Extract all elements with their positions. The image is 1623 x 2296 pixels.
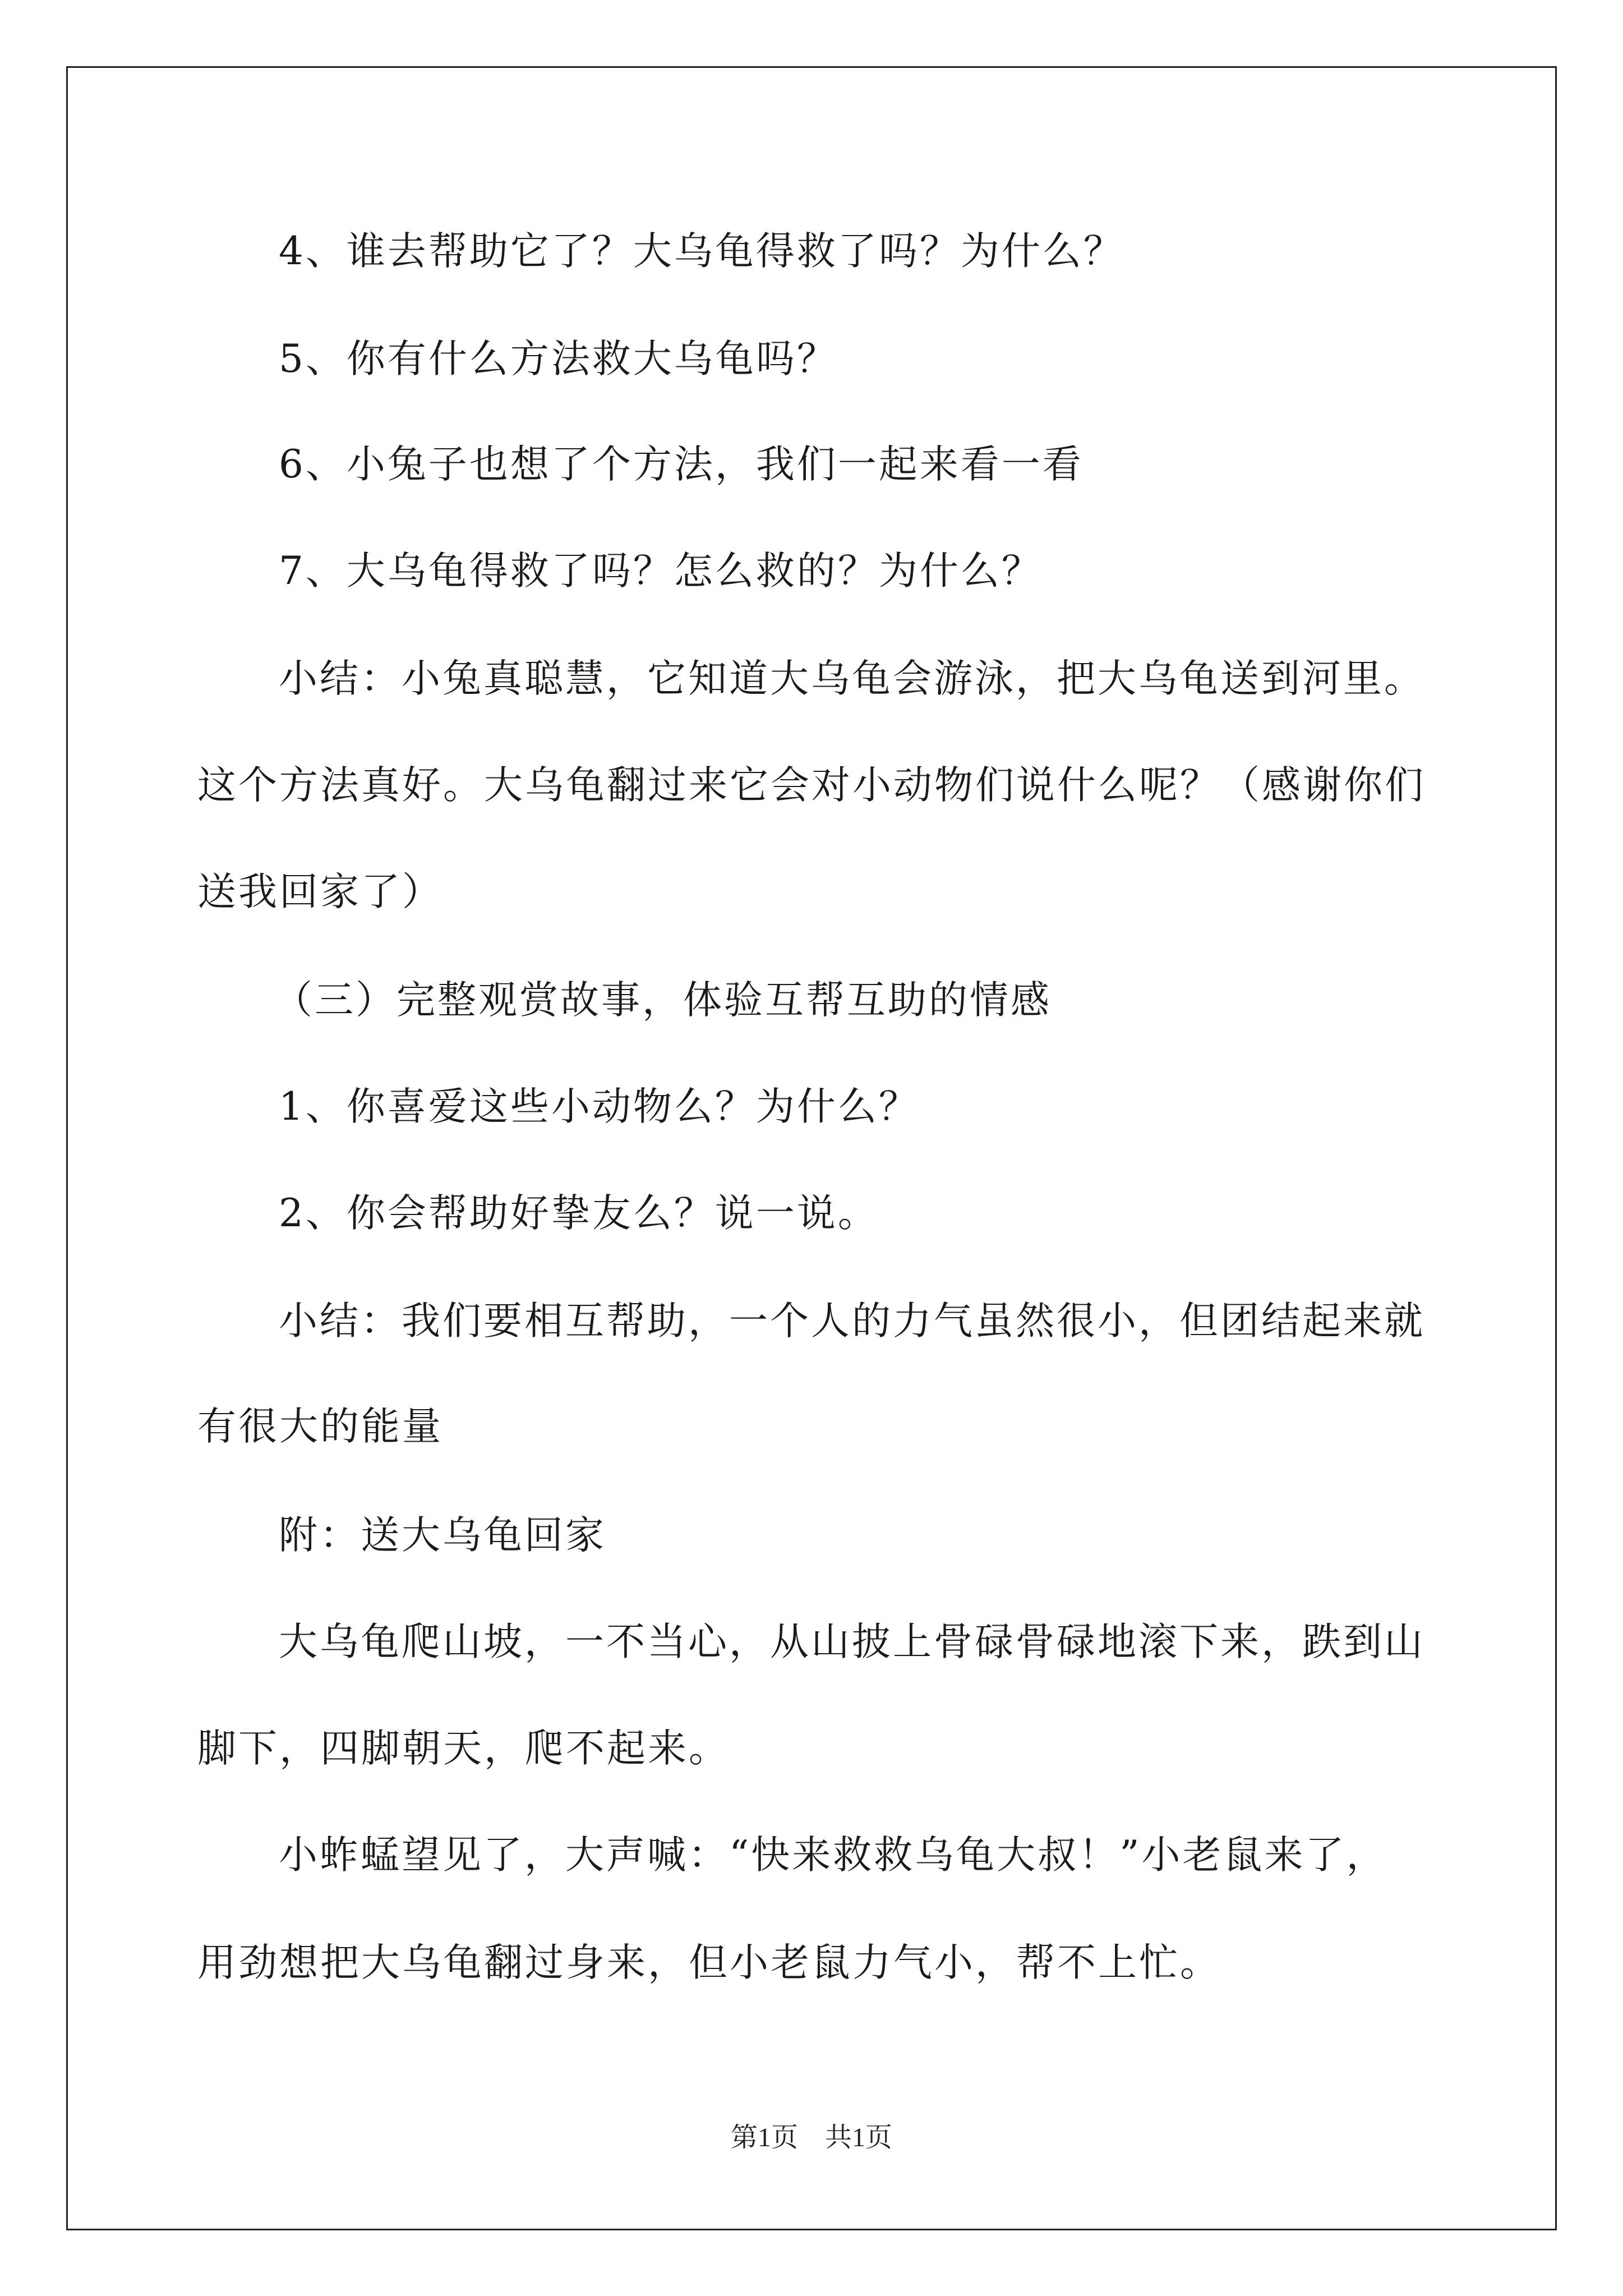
summary-1-line-2: 这个方法真好。大乌龟翻过来它会对小动物们说什么呢？（感谢你们 [197,763,1426,808]
story-paragraph-1-line-1: 大乌龟爬山坡，一不当心，从山披上骨碌骨碌地滚下来，跌到山 [279,1619,1425,1664]
section-heading-3: （三）完整观赏故事，体验互帮互助的情感 [274,978,1052,1023]
page-number: 第1页 [730,2123,798,2152]
paragraph-question-2: 2、你会帮助好挚友么？说一说。 [279,1191,879,1236]
story-paragraph-1-line-2: 脚下，四脚朝天，爬不起来。 [197,1726,730,1771]
story-paragraph-2-line-2: 用劲想把大乌龟翻过身来，但小老鼠力气小，帮不上忙。 [197,1940,1221,1985]
page-footer [0,2122,1623,2154]
summary-1-line-1: 小结：小兔真聪慧，它知道大乌龟会游泳，把大乌龟送到河里。 [279,656,1425,701]
paragraph-question-5: 5、你有什么方法救大乌龟吗？ [279,337,838,381]
summary-1-line-3: 送我回家了） [197,869,443,914]
paragraph-question-6: 6、小兔子也想了个方法，我们一起来看一看 [279,442,1083,487]
story-paragraph-2-line-1: 小蚱蜢望见了，大声喊：“快来救救乌龟大叔！”小老鼠来了， [279,1833,1387,1878]
paragraph-question-1: 1、你喜爱这些小动物么？为什么？ [279,1084,920,1129]
appendix-title: 附：送大乌龟回家 [279,1513,606,1558]
summary-2-line-1: 小结：我们要相互帮助，一个人的力气虽然很小，但团结起来就 [279,1299,1425,1343]
summary-2-line-2: 有很大的能量 [197,1404,443,1449]
page-border [66,66,1557,2230]
paragraph-question-7: 7、大乌龟得救了吗？怎么救的？为什么？ [279,549,1043,593]
paragraph-question-4: 4、谁去帮助它了？大乌龟得救了吗？为什么？ [279,229,1124,274]
total-pages: 共1页 [825,2123,893,2152]
